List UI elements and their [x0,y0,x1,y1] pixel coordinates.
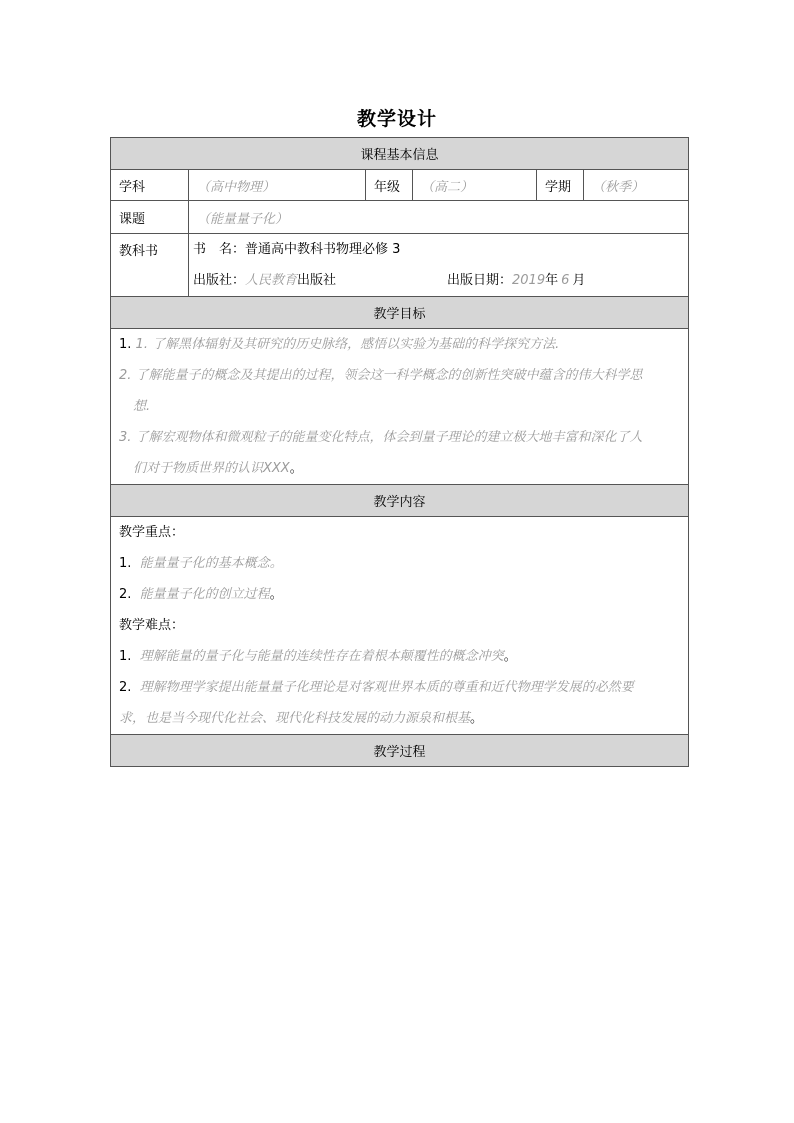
goal-3-end: 。 [289,461,303,476]
section-header-content: 教学内容 [111,485,689,517]
difficult-point-2-end: 。 [470,711,484,726]
textbook-label: 教科书 [111,234,189,297]
goal-3-text[interactable]: 3. 了解宏观物体和微观粒子的能量变化特点，体会到量子理论的建立极大地丰富和深化了人 [119,430,643,445]
key-point-2-number: 2. [119,587,132,602]
difficult-point-2-text-cont[interactable]: 求，也是当今现代化社会、现代化科技发展的动力源泉和根基 [119,711,471,726]
subject-value[interactable]: （高中物理） [189,170,366,201]
pubdate-month[interactable]: 6 [561,273,570,288]
goal-2 [119,360,680,391]
pubdate-year-unit: 年 [545,273,559,288]
section-header-goals: 教学目标 [111,297,689,329]
difficult-point-2-text[interactable]: 理解物理学家提出能量量子化理论是对客观世界本质的尊重和近代物理学发展的必然要 [139,680,634,695]
book-name-label: 书 名： [193,242,246,257]
goal-2-text-cont[interactable]: 想. [133,399,151,414]
book-name-line [189,234,688,265]
term-label: 学期 [537,170,584,201]
pubdate [447,265,585,296]
goal-1 [119,329,680,360]
difficult-point-2-number: 2. [119,680,132,695]
pubdate-label: 出版日期： [447,273,513,288]
publisher-value[interactable]: 人民教育 [245,273,298,288]
key-point-1 [119,548,680,579]
section-header-basic-info: 课程基本信息 [111,138,689,170]
term-value[interactable]: （秋季） [584,170,689,201]
key-point-1-text[interactable]: 能量量子化的基本概念 [139,556,270,571]
key-points-label: 教学重点： [119,525,185,540]
page-title: 教学设计 [356,108,437,130]
key-point-1-end: 。 [269,556,283,571]
grade-value[interactable]: （高二） [413,170,537,201]
difficult-point-1-number: 1. [119,649,132,664]
pubdate-month-unit: 月 [572,273,586,288]
goal-3-text-cont[interactable]: 们对于物质世界的认识XXX [133,461,290,476]
textbook-info [189,234,689,297]
key-point-2 [119,579,680,610]
publisher-line [189,265,688,296]
difficult-point-2 [119,672,680,703]
goal-3 [119,422,680,453]
section-header-process: 教学过程 [111,735,689,767]
grade-label: 年级 [366,170,413,201]
goal-1-text[interactable]: 1. 了解黑体辐射及其研究的历史脉络，感悟以实验为基础的科学探究方法. [135,337,560,352]
publisher-suffix: 出版社 [297,273,337,288]
difficult-points-label: 教学难点： [119,618,185,633]
key-point-1-number: 1. [119,556,132,571]
goal-3-continued [119,453,680,484]
difficult-point-2-continued [119,703,680,734]
key-point-2-end: 。 [269,587,283,602]
goal-2-continued [119,391,680,422]
goal-1-number: 1. [119,337,132,352]
subject-label: 学科 [111,170,189,201]
publisher-label: 出版社： [193,273,246,288]
difficult-point-1 [119,641,680,672]
goals-body [111,329,689,485]
lesson-plan-table [110,137,689,767]
difficult-point-1-end: 。 [503,649,517,664]
difficult-point-1-text[interactable]: 理解能量的量子化与能量的连续性存在着根本颠覆性的概念冲突 [139,649,504,664]
topic-label: 课题 [111,201,189,234]
key-point-2-text[interactable]: 能量量子化的创立过程 [139,587,270,602]
pubdate-year[interactable]: 2019 [512,273,546,288]
goal-2-text[interactable]: 2. 了解能量子的概念及其提出的过程，领会这一科学概念的创新性突破中蕴含的伟大科学思 [119,368,643,383]
content-body [111,517,689,735]
book-name-value[interactable]: 普通高中教科书物理必修 3 [245,242,401,257]
topic-value[interactable]: （能量量子化） [189,201,689,234]
